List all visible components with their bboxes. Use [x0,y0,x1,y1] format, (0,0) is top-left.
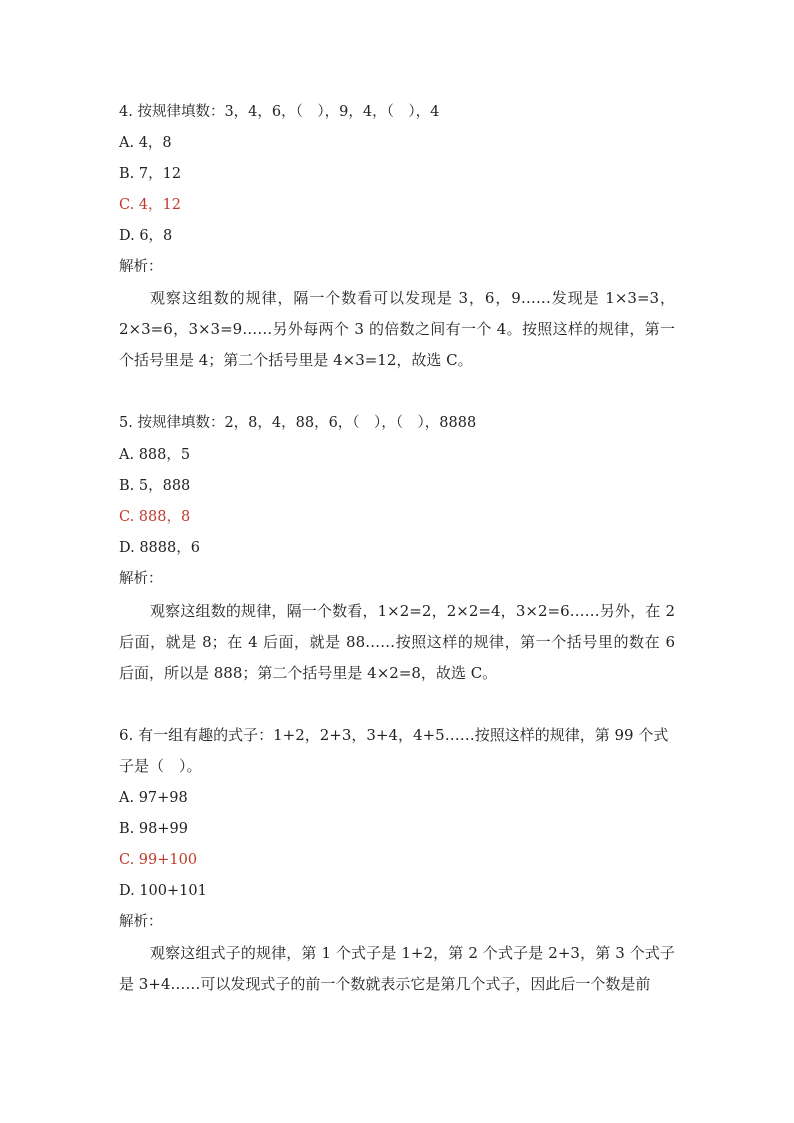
question-4-stem: 4. 按规律填数：3，4，6，（ ），9，4，（ ），4 [119,104,440,120]
question-5-option-a: A. 888，5 [119,447,191,463]
question-4-option-a: A. 4，8 [119,135,172,151]
question-4-option-c-correct: C. 4，12 [119,197,181,213]
question-5-stem: 5. 按规律填数：2，8，4，88，6，（ ），（ ），8888 [119,415,477,431]
question-5-option-b: B. 5，888 [119,478,191,494]
question-4-analysis-label: 解析： [119,259,163,275]
question-5-analysis: 观察这组数的规律，隔一个数看，1×2=2，2×2=4，3×2=6……另外，在 2 后面，就是 8；在 4 后面，就是 88……按照这样的规律，第一个括号里的数在 6 后面，所以是 888；第二个括号里是 4×2=8，故选 C。 [119,602,675,682]
question-6-option-a: A. 97+98 [119,790,188,806]
question-5-option-c-correct: C. 888，8 [119,509,191,525]
question-4-analysis: 观察这组数的规律，隔一个数看可以发现是 3，6，9……发现是 1×3=3，2×3=6，3×3=9……另外每两个 3 的倍数之间有一个 4。按照这样的规律，第一个括号里是 4；第二个括号里是 4×3=12，故选 C。 [119,289,675,369]
question-6-option-c-correct: C. 99+100 [119,852,198,868]
question-4-option-b: B. 7，12 [119,166,182,182]
question-5-analysis-label: 解析： [119,571,163,587]
question-6-option-b: B. 98+99 [119,821,188,837]
question-6-option-d: D. 100+101 [119,883,207,899]
question-4-option-d: D. 6，8 [119,228,173,244]
question-5-option-d: D. 8888，6 [119,540,200,556]
question-6-analysis-label: 解析： [119,914,163,930]
question-6-analysis: 观察这组式子的规律，第 1 个式子是 1+2，第 2 个式子是 2+3，第 3 个式子是 3+4……可以发现式子的前一个数就表示它是第几个式子，因此后一个数是前 [119,944,675,993]
question-6-stem: 6. 有一组有趣的式子：1+2，2+3，3+4，4+5……按照这样的规律，第 99 个式子是（ ）。 [119,726,669,775]
